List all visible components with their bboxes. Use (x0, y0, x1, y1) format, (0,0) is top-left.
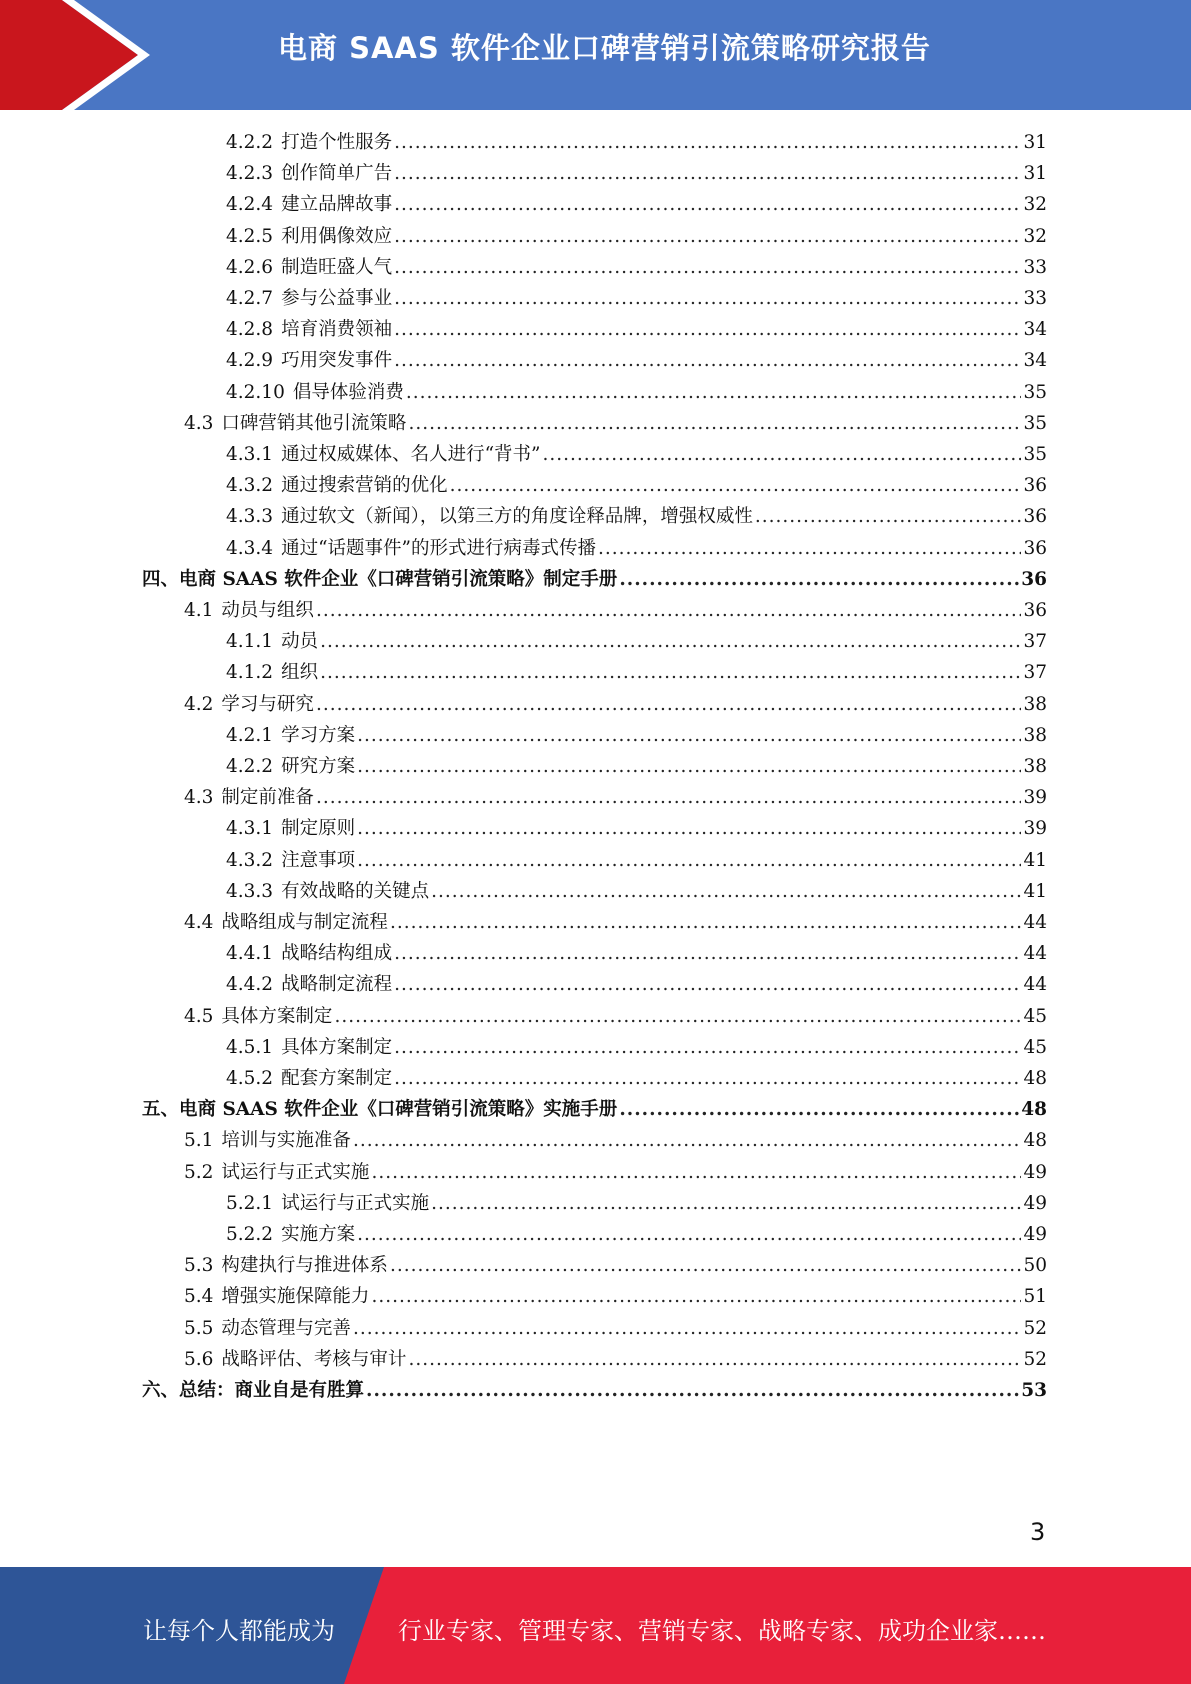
toc-entry-label: 配套方案制定 (281, 1068, 393, 1089)
toc-entry-number: 5.2 (184, 1161, 214, 1183)
toc-entry[interactable] (226, 627, 1047, 657)
page-header (0, 0, 1191, 110)
toc-leader-dots (406, 378, 1022, 408)
toc-entry[interactable] (226, 721, 1047, 751)
footer-slogan-right: 行业专家、管理专家、营销专家、战略专家、成功企业家…… (398, 1617, 1046, 1645)
toc-entry[interactable] (226, 128, 1047, 158)
toc-entry-number: 4.2.6 (226, 256, 274, 278)
toc-entry-label: 试运行与正式实施 (221, 1161, 370, 1183)
toc-entry[interactable] (226, 814, 1047, 844)
toc-entry-number: 4.5 (184, 1005, 214, 1027)
toc-entry-page: 49 (1023, 1161, 1047, 1183)
toc-entry-page: 39 (1023, 787, 1047, 809)
toc-entry-page: 31 (1023, 132, 1047, 153)
toc-entry-number: 4.2.9 (226, 350, 274, 372)
toc-entry-number: 4.2 (184, 693, 214, 715)
toc-leader-dots (353, 1314, 1022, 1344)
toc-leader-dots (394, 970, 1021, 1000)
toc-entry-page: 36 (1023, 537, 1047, 559)
toc-entry[interactable] (226, 190, 1047, 220)
toc-entry-page: 31 (1023, 163, 1047, 185)
toc-entry-page: 36 (1021, 568, 1047, 590)
toc-entry-number: 4.3.2 (226, 849, 274, 871)
toc-entry-page: 37 (1023, 662, 1047, 684)
toc-entry[interactable] (226, 658, 1047, 688)
toc-leader-dots (394, 1064, 1021, 1094)
toc-leader-dots (357, 814, 1021, 844)
toc-entry-label: 组织 (281, 662, 319, 684)
toc-entry-number: 4.2.8 (226, 319, 274, 341)
toc-leader-dots (431, 1189, 1021, 1219)
toc-entry-number: 4.1.1 (226, 631, 274, 653)
toc-leader-dots (316, 690, 1022, 720)
toc-entry-page: 35 (1023, 381, 1047, 403)
toc-entry-page: 44 (1023, 912, 1047, 933)
toc-leader-dots (394, 159, 1021, 189)
toc-leader-dots (619, 565, 1019, 595)
toc-entry-page: 45 (1023, 1036, 1047, 1058)
toc-entry[interactable] (142, 565, 1047, 595)
toc-entry[interactable] (184, 1002, 1047, 1032)
toc-leader-dots (755, 502, 1022, 532)
toc-entry-label: 打造个性服务 (281, 132, 393, 153)
toc-entry-page: 39 (1023, 818, 1047, 840)
toc-leader-dots (394, 1033, 1021, 1063)
toc-entry-label: 倡导体验消费 (292, 381, 404, 403)
toc-entry[interactable] (226, 877, 1047, 907)
toc-entry-number: 4.2.7 (226, 288, 274, 309)
toc-entry-page: 38 (1023, 724, 1047, 746)
toc-entry-page: 53 (1021, 1380, 1047, 1401)
toc-entry-page: 41 (1023, 880, 1047, 902)
toc-entry[interactable] (226, 471, 1047, 501)
toc-entry-number: 4.2.3 (226, 163, 274, 185)
toc-entry-label: 培训与实施准备 (221, 1130, 351, 1152)
toc-entry[interactable] (226, 253, 1047, 283)
toc-leader-dots (334, 1002, 1021, 1032)
toc-leader-dots (366, 1376, 1019, 1406)
toc-entry-label: 战略组成与制定流程 (221, 912, 388, 933)
toc-entry-page: 36 (1023, 475, 1047, 497)
toc-entry-label: 利用偶像效应 (281, 225, 393, 247)
toc-entry-label: 学习与研究 (221, 693, 314, 715)
toc-entry-number: 5.4 (184, 1286, 214, 1308)
toc-entry-label: 培育消费领袖 (281, 319, 393, 341)
toc-leader-dots (371, 1158, 1021, 1188)
toc-entry-label: 动员与组织 (221, 600, 314, 621)
toc-leader-dots (394, 346, 1021, 376)
toc-entry-page: 48 (1021, 1099, 1047, 1121)
toc-entry-number: 4.5.1 (226, 1036, 274, 1058)
toc-leader-dots (394, 128, 1021, 158)
toc-entry-label: 六、总结：商业自是有胜算 (142, 1380, 365, 1401)
toc-entry-number: 4.2.4 (226, 194, 274, 216)
toc-entry-page: 35 (1023, 444, 1047, 465)
toc-entry-number: 4.3 (184, 787, 214, 809)
toc-entry-page: 52 (1023, 1348, 1047, 1370)
toc-entry[interactable] (226, 284, 1047, 314)
toc-leader-dots (431, 877, 1021, 907)
toc-leader-dots (353, 1126, 1022, 1156)
toc-entry-page: 32 (1023, 225, 1047, 247)
toc-entry-number: 4.2.1 (226, 724, 274, 746)
toc-entry-label: 战略结构组成 (281, 943, 393, 965)
toc-entry-label: 建立品牌故事 (281, 194, 393, 216)
toc-entry-page: 50 (1023, 1255, 1047, 1277)
toc-entry-label: 实施方案 (281, 1224, 356, 1245)
toc-leader-dots (357, 846, 1021, 876)
toc-entry[interactable] (226, 534, 1047, 564)
toc-entry-label: 具体方案制定 (221, 1005, 333, 1027)
toc-entry[interactable] (184, 1126, 1047, 1156)
toc-entry[interactable] (226, 1033, 1047, 1063)
toc-entry[interactable] (142, 1376, 1047, 1406)
toc-entry[interactable] (184, 1158, 1047, 1188)
toc-entry-page: 41 (1023, 849, 1047, 871)
toc-entry[interactable] (226, 315, 1047, 345)
toc-leader-dots (316, 596, 1022, 626)
toc-entry-number: 4.3.4 (226, 537, 274, 559)
toc-entry[interactable] (184, 783, 1047, 813)
toc-entry-number: 4.3.1 (226, 818, 274, 840)
toc-leader-dots (394, 222, 1021, 252)
toc-entry-label: 制定原则 (281, 818, 356, 840)
toc-entry-number: 4.3 (184, 412, 214, 434)
toc-entry[interactable] (226, 970, 1047, 1000)
toc-entry[interactable] (184, 1345, 1047, 1375)
toc-entry-number: 4.3.1 (226, 444, 274, 465)
toc-entry-number: 4.2.5 (226, 225, 274, 247)
toc-entry-number: 4.3.3 (226, 880, 274, 902)
toc-leader-dots (357, 721, 1021, 751)
toc-entry-number: 5.6 (184, 1348, 214, 1370)
toc-entry-number: 4.1 (184, 600, 214, 621)
toc-entry[interactable] (184, 596, 1047, 626)
toc-entry-number: 4.2.10 (226, 381, 285, 403)
toc-entry-page: 44 (1023, 943, 1047, 965)
toc-entry-page: 48 (1023, 1130, 1047, 1152)
toc-leader-dots (408, 1345, 1021, 1375)
toc-leader-dots (408, 409, 1021, 439)
toc-entry-page: 34 (1023, 319, 1047, 341)
toc-leader-dots (394, 253, 1021, 283)
toc-leader-dots (316, 783, 1022, 813)
toc-entry-number: 4.5.2 (226, 1068, 274, 1089)
toc-entry[interactable] (226, 1220, 1047, 1250)
toc-entry[interactable] (226, 1064, 1047, 1094)
toc-entry[interactable] (226, 752, 1047, 782)
toc-entry-label: 通过权威媒体、名人进行“背书” (281, 444, 541, 465)
toc-entry-label: 有效战略的关键点 (281, 880, 430, 902)
toc-entry[interactable] (226, 939, 1047, 969)
toc-entry-label: 通过搜索营销的优化 (281, 475, 448, 497)
toc-entry[interactable] (184, 1314, 1047, 1344)
toc-entry-page: 38 (1023, 756, 1047, 777)
toc-entry[interactable] (226, 846, 1047, 876)
toc-entry-label: 战略制定流程 (281, 974, 393, 996)
toc-entry-label: 学习方案 (281, 724, 356, 746)
toc-entry-label: 通过“话题事件”的形式进行病毒式传播 (281, 537, 596, 559)
toc-leader-dots (543, 440, 1022, 470)
toc-entry-number: 4.3.2 (226, 475, 274, 497)
toc-entry-label: 制造旺盛人气 (281, 256, 393, 278)
toc-entry[interactable] (226, 440, 1047, 470)
toc-entry-page: 33 (1023, 288, 1047, 309)
toc-entry-label: 试运行与正式实施 (281, 1192, 430, 1214)
toc-entry-number: 5.2.1 (226, 1192, 274, 1214)
toc-entry[interactable] (226, 159, 1047, 189)
toc-entry-page: 45 (1023, 1005, 1047, 1027)
toc-entry-page: 32 (1023, 194, 1047, 216)
toc-leader-dots (598, 534, 1021, 564)
toc-entry-page: 38 (1023, 693, 1047, 715)
toc-entry-label: 四、电商 SAAS 软件企业《口碑营销引流策略》制定手册 (142, 568, 618, 590)
toc-entry-label: 参与公益事业 (281, 288, 393, 309)
toc-entry[interactable] (184, 1251, 1047, 1281)
toc-entry-number: 4.4.1 (226, 943, 274, 965)
toc-entry[interactable] (226, 502, 1047, 532)
toc-leader-dots (390, 1251, 1022, 1281)
toc-entry-number: 5.1 (184, 1130, 214, 1152)
toc-entry-label: 研究方案 (281, 756, 356, 777)
toc-leader-dots (390, 908, 1022, 938)
toc-entry-number: 5.5 (184, 1317, 214, 1339)
page-footer (0, 1567, 1191, 1684)
toc-entry-page: 36 (1023, 600, 1047, 621)
toc-entry[interactable] (184, 690, 1047, 720)
toc-entry-number: 4.4 (184, 912, 214, 933)
toc-entry-label: 增强实施保障能力 (221, 1286, 370, 1308)
toc-entry[interactable] (184, 1282, 1047, 1312)
toc-leader-dots (371, 1282, 1021, 1312)
toc-leader-dots (357, 752, 1021, 782)
toc-entry-label: 制定前准备 (221, 787, 314, 809)
toc-leader-dots (320, 627, 1021, 657)
toc-entry-page: 33 (1023, 256, 1047, 278)
footer-slogan-left: 让每个人都能成为 (143, 1617, 335, 1645)
toc-leader-dots (394, 284, 1021, 314)
toc-entry-label: 通过软文（新闻），以第三方的角度诠释品牌，增强权威性 (281, 506, 753, 528)
toc-entry[interactable] (226, 222, 1047, 252)
toc-entry-page: 44 (1023, 974, 1047, 996)
toc-entry-page: 36 (1023, 506, 1047, 528)
toc-entry-page: 34 (1023, 350, 1047, 372)
toc-entry[interactable] (226, 378, 1047, 408)
page-number: 3 (1030, 1518, 1046, 1546)
toc-leader-dots (450, 471, 1022, 501)
toc-entry-page: 49 (1023, 1192, 1047, 1214)
toc-entry-page: 35 (1023, 412, 1047, 434)
header-title: 电商 SAAS 软件企业口碑营销引流策略研究报告 (278, 31, 931, 65)
toc-entry-number: 4.4.2 (226, 974, 274, 996)
toc-entry-label: 战略评估、考核与审计 (221, 1348, 407, 1370)
toc-leader-dots (394, 190, 1021, 220)
toc-entry[interactable] (142, 1095, 1047, 1125)
toc-entry-number: 5.3 (184, 1255, 214, 1277)
toc-leader-dots (357, 1220, 1021, 1250)
toc-leader-dots (394, 939, 1021, 969)
toc-leader-dots (619, 1095, 1019, 1125)
toc-entry-page: 52 (1023, 1317, 1047, 1339)
toc-entry[interactable] (184, 908, 1047, 938)
toc-entry-page: 49 (1023, 1224, 1047, 1245)
toc-entry-label: 创作简单广告 (281, 163, 393, 185)
toc-entry-label: 动员 (281, 631, 319, 653)
toc-entry-label: 注意事项 (281, 849, 356, 871)
toc-entry[interactable] (226, 346, 1047, 376)
toc-entry[interactable] (226, 1189, 1047, 1219)
toc-entry-number: 4.1.2 (226, 662, 274, 684)
toc-leader-dots (394, 315, 1021, 345)
toc-entry-label: 具体方案制定 (281, 1036, 393, 1058)
toc-leader-dots (320, 658, 1021, 688)
toc-entry-page: 51 (1023, 1286, 1047, 1308)
toc-entry-label: 五、电商 SAAS 软件企业《口碑营销引流策略》实施手册 (142, 1099, 618, 1121)
toc-entry-label: 口碑营销其他引流策略 (221, 412, 407, 434)
toc-entry[interactable] (184, 409, 1047, 439)
toc-entry-number: 4.2.2 (226, 132, 274, 153)
toc-entry-label: 巧用突发事件 (281, 350, 393, 372)
toc-entry-label: 构建执行与推进体系 (221, 1255, 388, 1277)
toc-entry-number: 4.2.2 (226, 756, 274, 777)
toc-entry-page: 37 (1023, 631, 1047, 653)
toc-entry-number: 4.3.3 (226, 506, 274, 528)
toc-entry-number: 5.2.2 (226, 1224, 274, 1245)
toc-entry-label: 动态管理与完善 (221, 1317, 351, 1339)
toc-entry-page: 48 (1023, 1068, 1047, 1089)
